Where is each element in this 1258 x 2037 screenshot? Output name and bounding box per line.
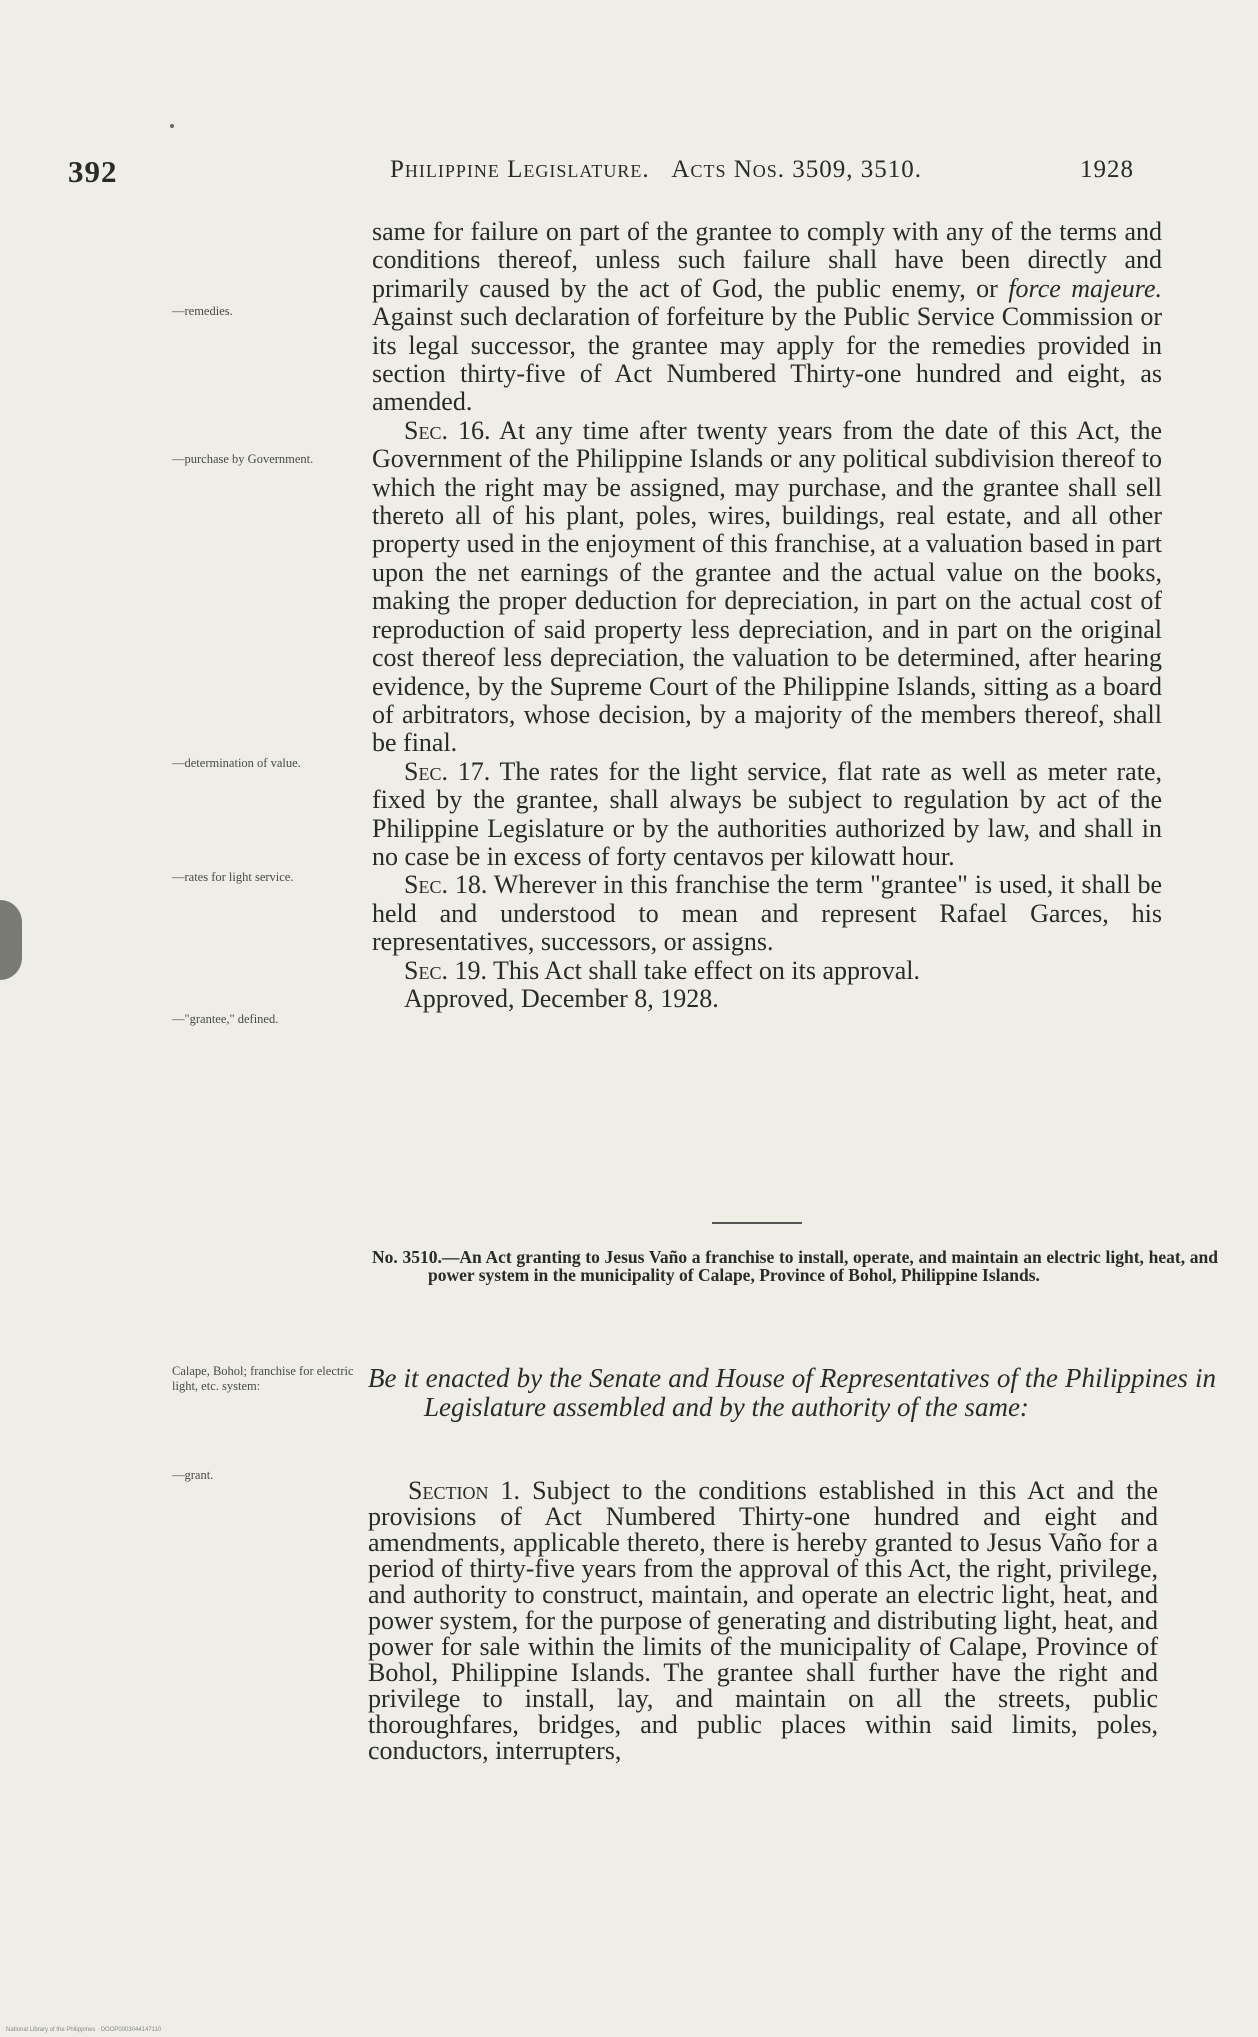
section-17: Sec. 17. The rates for the light service, flat rate as well as meter rate, fixed by the grantee, shall always be subject to regulation by act of the Philippine Legislature or by the authorities authorized by law, and shall in no case be in excess of forty centavos per kilowatt hour. [372, 756, 1162, 871]
running-head-acts: Acts Nos. 3509, 3510. [671, 156, 923, 183]
section-16: Sec. 16. At any time after twenty years from the date of this Act, the Government of the Philippine Islands or any political subdivision thereof to which the right may be assigned, may purchase, and the grantee shall sell thereto all of his plant, poles, wires, buildings, real estate, and all other property used in the enjoyment of this franchise, at a valuation based in part upon the net earnings of the grantee and the actual value on the books, making the proper deduction for depreciation, in part on the actual cost of reproduction of said property less depreciation, and in part on the original cost thereof less depreciation, the valuation to be determined, after hearing evidence, by the Supreme Court of the Philippine Islands, sitting as a board of arbitrators, whose decision, by a majority of the members thereof, shall be final. [372, 415, 1162, 758]
ink-speck [170, 124, 174, 128]
section-1-label: Section 1. [408, 1476, 521, 1505]
page-number: 392 [68, 154, 118, 189]
section-19-label: Sec. 19. [404, 955, 487, 985]
margin-note-calape: Calape, Bohol; franchise for electric light, etc. system: [172, 1364, 354, 1393]
section-18-label: Sec. 18. [404, 870, 488, 900]
act-3510-title: No. 3510.—An Act granting to Jesus Vaño a franchise to install, operate, and maintain an electric light, heat, and power system in the municipality of Calape, Province of Bohol, Philippine Islands. [372, 1247, 1218, 1285]
running-head-year: 1928 [1080, 156, 1134, 183]
approval-date: Approved, December 8, 1928. [404, 983, 719, 1013]
scan-footer: National Library of the Philippines · DOOP0003044147110 [6, 2027, 162, 2033]
margin-note-determination: —determination of value. [172, 756, 301, 770]
running-head-title: Philippine Legislature. [390, 156, 650, 183]
act-3510-section-1: Section 1. Subject to the conditions established in this Act and the provisions of Act Numbered Thirty-one hundred and eight and amendments, applicable thereto, there is hereby granted to Jesus Vaño for a period of thirty-five years from the approval of this Act, the right, privilege, and authority to construct, maintain, and operate an electric light, heat, and power system, for the purpose of generating and distributing light, heat, and power for sale within the limits of the municipality of Calape, Province of Bohol, Philippine Islands. The grantee shall further have the right and privilege to install, lay, and maintain on all the streets, public thoroughfares, bridges, and public places within said limits, poles, conductors, interrupters, [368, 1476, 1158, 1765]
margin-note-grantee: —"grantee," defined. [172, 1012, 279, 1026]
section-18: Sec. 18. Wherever in this franchise the term "grantee" is used, it shall be held and understood to mean and represent Rafael Garces, his representatives, successors, or assigns. [372, 870, 1162, 957]
section-17-label: Sec. 17. [404, 756, 491, 786]
enacting-clause: Be it enacted by the Senate and House of Representatives of the Philippines in Legislature assembled and by the authority of the same: [368, 1363, 1216, 1422]
margin-note-purchase: —purchase by Government. [172, 452, 314, 466]
section-19: Sec. 19. This Act shall take effect on its approval. [404, 955, 920, 985]
margin-note-remedies: —remedies. [172, 304, 233, 318]
section-divider [712, 1222, 802, 1224]
margin-note-rates: —rates for light service. [172, 870, 294, 884]
section-16-label: Sec. 16. [404, 415, 491, 445]
running-head [390, 156, 1134, 184]
force-majeure-italic: force majeure. [1008, 273, 1163, 303]
paragraph-continued: same for failure on part of the grantee to comply with any of the terms and conditions thereof, unless such failure shall have been directly and primarily caused by the act of God, the public enemy, or force majeure. Against such declaration of forfeiture by the Public Service Commission or its legal successor, the grantee may apply for the remedies provided in section thirty-five of Act Numbered Thirty-one hundred and eight, as amended. [372, 217, 1163, 417]
margin-note-grant: —grant. [172, 1468, 214, 1482]
main-text [372, 218, 1162, 1013]
scan-edge-shadow [0, 900, 22, 980]
